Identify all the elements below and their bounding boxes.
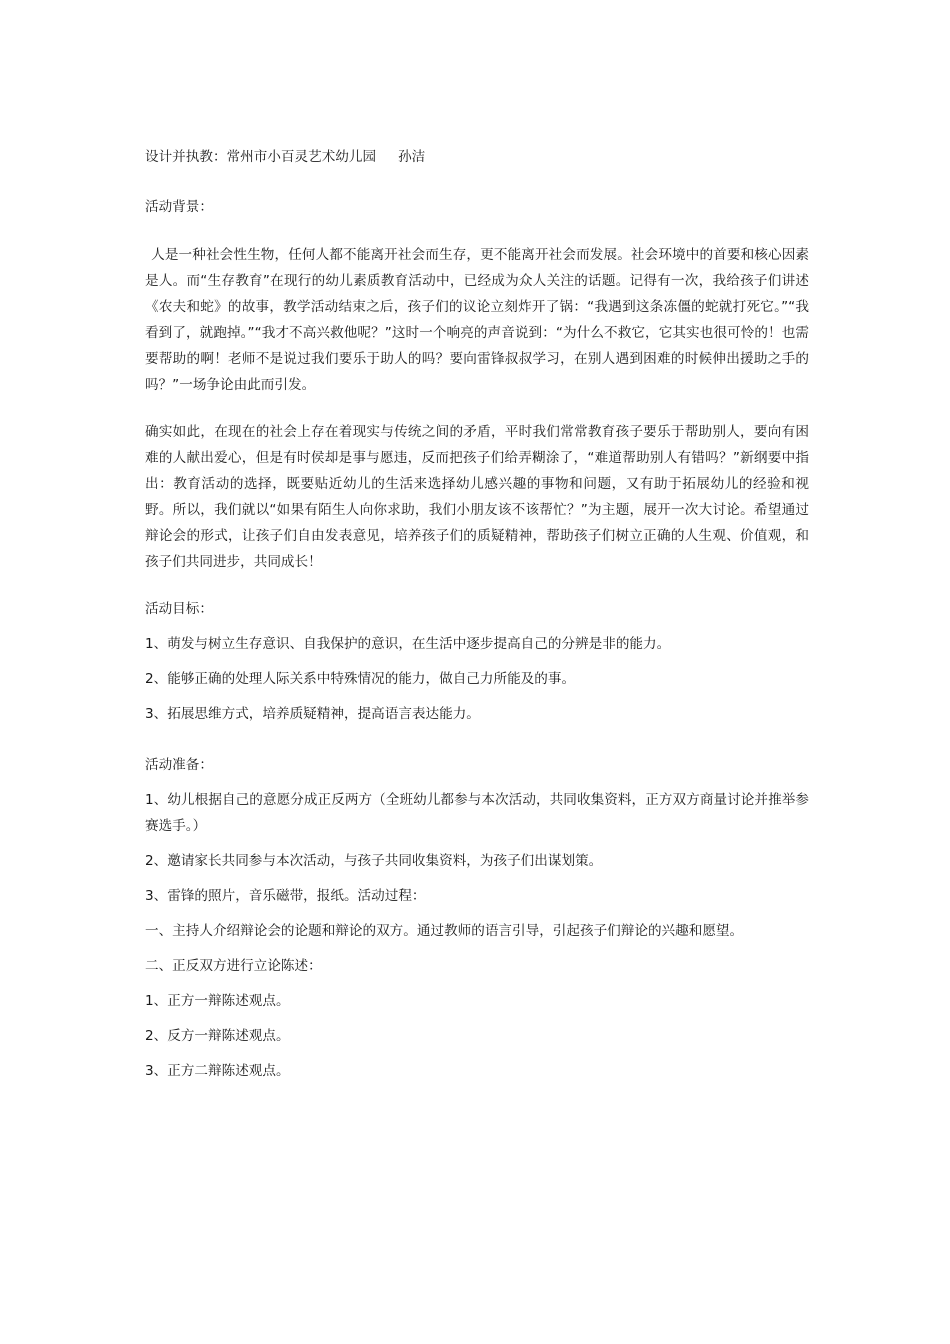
goal-item-1: 1、萌发与树立生存意识、自我保护的意识，在生活中逐步提高自己的分辨是非的能力。 [145,636,671,652]
preparation-item-1: 1、幼儿根据自己的意愿分成正反两方（全班幼儿都参与本次活动，共同收集资料，正方双方商量讨论并推举参赛选手。） [145,792,809,834]
goals-heading: 活动目标： [145,601,213,617]
preparation-heading: 活动准备： [145,757,213,773]
process-item-4: 2、反方一辩陈述观点。 [145,1028,290,1044]
background-heading: 活动背景： [145,199,213,215]
process-item-1: 一、主持人介绍辩论会的论题和辩论的双方。通过教师的语言引导，引起孩子们辩论的兴趣和愿望。 [145,923,744,939]
process-item-2: 二、正反双方进行立论陈述： [145,958,322,974]
document-body [145,144,809,1093]
byline-label: 设计并执教：常州市小百灵艺术幼儿园 [145,149,377,165]
process-item-3: 1、正方一辩陈述观点。 [145,993,290,1009]
goal-item-3: 3、拓展思维方式，培养质疑精神，提高语言表达能力。 [145,706,480,722]
byline-author: 孙洁 [398,149,426,165]
preparation-item-2: 2、邀请家长共同参与本次活动，与孩子共同收集资料，为孩子们出谋划策。 [145,853,603,869]
process-item-5: 3、正方二辩陈述观点。 [145,1063,290,1079]
goal-item-2: 2、能够正确的处理人际关系中特殊情况的能力，做自己力所能及的事。 [145,671,576,687]
byline [145,144,809,170]
background-paragraph-1: 人是一种社会性生物，任何人都不能离开社会而生存，更不能离开社会而发展。社会环境中的首要和核心因素是人。而“生存教育”在现行的幼儿素质教育活动中，已经成为众人关注的话题。记得有一次，我给孩子们讲述《农夫和蛇》的故事，教学活动结束之后，孩子们的议论立刻炸开了锅：“我遇到这条冻僵的蛇就打死它。”“我看到了，就跑掉。”“我才不高兴救他呢？”这时一个响亮的声音说到：“为什么不救它，它其实也很可怜的！也需要帮助的啊！老师不是说过我们要乐于助人的吗？要向雷锋叔叔学习，在别人遇到困难的时候伸出援助之手的吗？”一场争论由此而引发。 [145,247,809,393]
preparation-item-3: 3、雷锋的照片，音乐磁带，报纸。活动过程： [145,888,426,904]
background-paragraph-2: 确实如此，在现在的社会上存在着现实与传统之间的矛盾，平时我们常常教育孩子要乐于帮助别人，要向有困难的人献出爱心，但是有时侯却是事与愿违，反而把孩子们给弄糊涂了，“难道帮助别人有错吗？”新纲要中指出：教育活动的选择，既要贴近幼儿的生活来选择幼儿感兴趣的事物和问题，又有助于拓展幼儿的经验和视野。所以，我们就以“如果有陌生人向你求助，我们小朋友该不该帮忙？”为主题，展开一次大讨论。希望通过辩论会的形式，让孩子们自由发表意见，培养孩子们的质疑精神，帮助孩子们树立正确的人生观、价值观，和孩子们共同进步，共同成长！ [145,424,809,570]
